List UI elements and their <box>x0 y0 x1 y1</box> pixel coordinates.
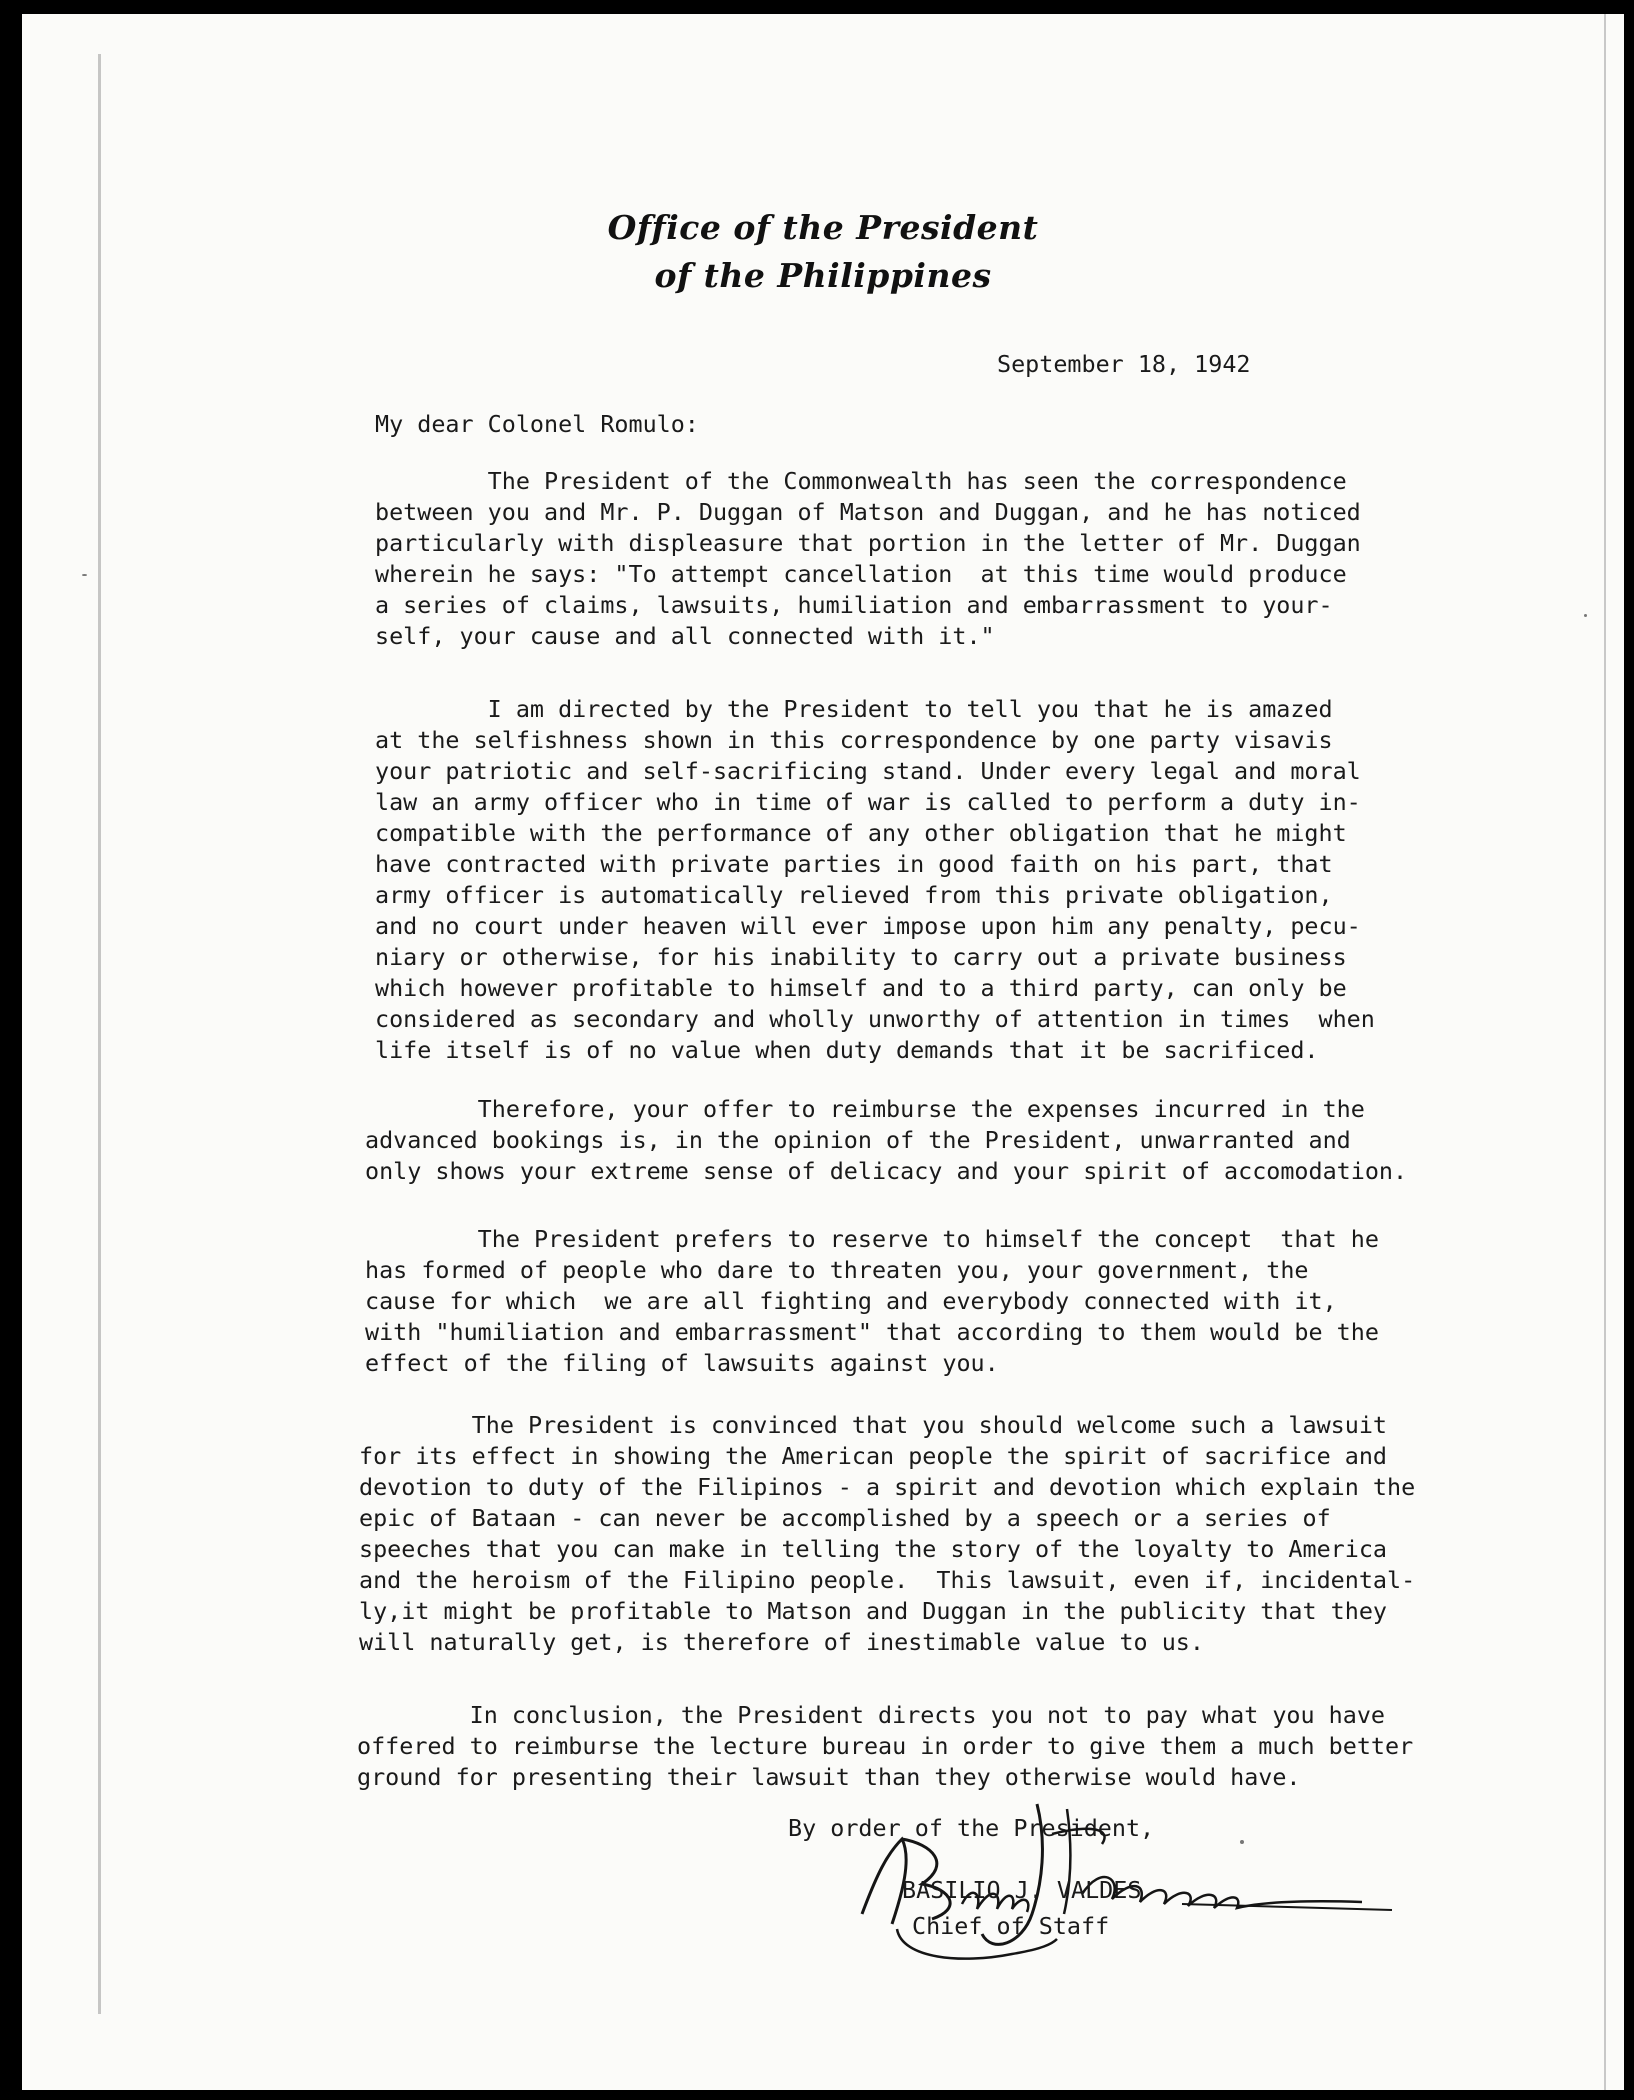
body-line: ly,it might be profitable to Matson and Duggan in the publicity that they <box>359 1597 1388 1625</box>
body-line: and no court under heaven will ever impose upon him any penalty, pecu- <box>375 912 1361 940</box>
body-line: devotion to duty of the Filipinos - a spirit and devotion which explain the <box>359 1473 1416 1501</box>
scan-right-edge <box>1604 14 1606 2090</box>
body-line: army officer is automatically relieved from this private obligation, <box>375 881 1333 909</box>
body-line: considered as secondary and wholly unworthy of attention in times when <box>375 1005 1375 1033</box>
salutation: My dear Colonel Romulo: <box>375 410 699 438</box>
body-line: for its effect in showing the American people the spirit of sacrifice and <box>359 1442 1388 1470</box>
body-line: and the heroism of the Filipino people. This lawsuit, even if, incidental- <box>359 1566 1416 1594</box>
body-line: The President prefers to reserve to himself the concept that he <box>365 1225 1379 1253</box>
closing-title: Chief of Staff <box>912 1912 1110 1940</box>
body-line: life itself is of no value when duty demands that it be sacrificed. <box>375 1036 1319 1064</box>
body-line: has formed of people who dare to threaten you, your government, the <box>365 1256 1309 1284</box>
closing-name: BASILIO J. VALDES <box>902 1876 1142 1904</box>
letterhead-line-1: Office of the President <box>607 208 1039 247</box>
body-line: wherein he says: "To attempt cancellation at this time would produce <box>375 560 1347 588</box>
body-line: I am directed by the President to tell you that he is amazed <box>375 695 1333 723</box>
body-line: at the selfishness shown in this correspondence by one party visavis <box>375 726 1333 754</box>
body-line: self, your cause and all connected with it." <box>375 622 995 650</box>
closing-by-order: By order of the President, <box>788 1814 1155 1842</box>
body-line: Therefore, your offer to reimburse the expenses incurred in the <box>365 1095 1365 1123</box>
body-line: epic of Bataan - can never be accomplished by a speech or a series of <box>359 1504 1331 1532</box>
body-line: offered to reimburse the lecture bureau in order to give them a much better <box>357 1732 1414 1760</box>
ink-speck <box>82 574 87 576</box>
letterhead-line-2: of the Philippines <box>654 256 992 295</box>
body-line: have contracted with private parties in good faith on his part, that <box>375 850 1333 878</box>
body-line: between you and Mr. P. Duggan of Matson and Duggan, and he has noticed <box>375 498 1361 526</box>
body-line: with "humiliation and embarrassment" that according to them would be the <box>365 1318 1379 1346</box>
ink-speck <box>1240 1840 1244 1844</box>
body-line: particularly with displeasure that portion in the letter of Mr. Duggan <box>375 529 1361 557</box>
body-line: will naturally get, is therefore of inestimable value to us. <box>359 1628 1204 1656</box>
body-line: The President is convinced that you should welcome such a lawsuit <box>359 1411 1388 1439</box>
body-line: law an army officer who in time of war is called to perform a duty in- <box>375 788 1361 816</box>
body-line: which however profitable to himself and to a third party, can only be <box>375 974 1347 1002</box>
letter-date: September 18, 1942 <box>997 350 1251 378</box>
body-line: cause for which we are all fighting and everybody connected with it, <box>365 1287 1337 1315</box>
body-line: your patriotic and self-sacrificing stand. Under every legal and moral <box>375 757 1361 785</box>
body-line: niary or otherwise, for his inability to carry out a private business <box>375 943 1347 971</box>
body-line: only shows your extreme sense of delicacy and your spirit of accomodation. <box>365 1157 1408 1185</box>
scan-edge-line <box>98 54 101 2014</box>
body-line: The President of the Commonwealth has seen the correspondence <box>375 467 1347 495</box>
letter-page <box>22 14 1624 2090</box>
body-line: speeches that you can make in telling the story of the loyalty to America <box>359 1535 1388 1563</box>
body-line: In conclusion, the President directs you not to pay what you have <box>357 1701 1386 1729</box>
body-line: ground for presenting their lawsuit than they otherwise would have. <box>357 1763 1301 1791</box>
body-line: effect of the filing of lawsuits against you. <box>365 1349 999 1377</box>
body-line: compatible with the performance of any other obligation that he might <box>375 819 1347 847</box>
body-line: advanced bookings is, in the opinion of the President, unwarranted and <box>365 1126 1351 1154</box>
ink-speck <box>1584 614 1587 617</box>
body-line: a series of claims, lawsuits, humiliation and embarrassment to your- <box>375 591 1333 619</box>
